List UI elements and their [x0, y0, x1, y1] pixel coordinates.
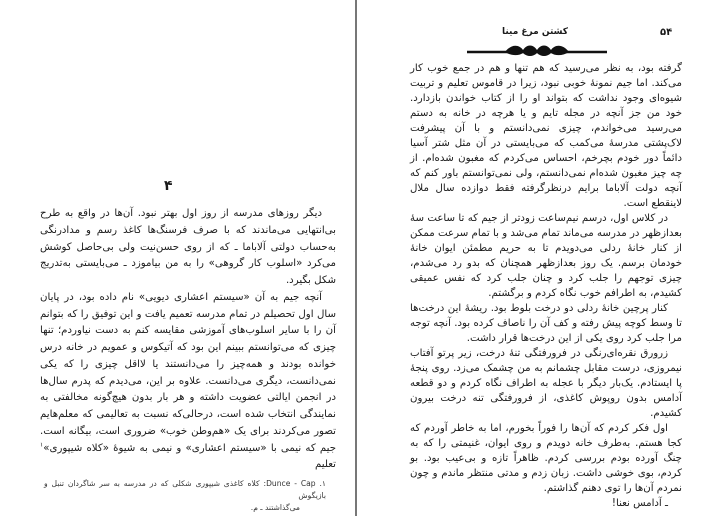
paragraph: گرفته بود، به نظر می‌رسید که هم تنها و هم در جمع خوب کار می‌کند. اما جیم نمونهٔ خوبی نبود، زیرا در قاموس تعلیم و تربیت شیوه‌ای وجود نداشت که بتواند او را از کتاب خواندن بازدارد. خود من جز آنچه در مجله تایم و یا هرچه در خانه به دستم می‌رسید می‌خواندم، چیزی نمی‌دانستم و با آن پیشرفت لاک‌پشتی مدرسهٔ می‌کمب که می‌بایستی در آن مثل شتر آسیا دائماً دور خودم بچرخم، احساس می‌کردم که مغبون شده‌ام. از چه چیز مغبون شده‌ام نمی‌دانستم، ولی نمی‌توانستم باور کنم که آنچه دولت آلاباما برایم درنظرگرفته فقط دوازده سال ملال لاینقطع است.	[410, 63, 682, 209]
paragraph-text: آنچه جیم به آن «سیستم اعشاری دیویی» نام داده بود، در پایان سال اول تحصیلم در تمام مدرسه تعمیم یافت و این توفیق را که بتوانم آن را با سایر اسلوب‌های آموزشی مقایسه کنم به دست نیاوردم؛ تنها چیزی که می‌توانستم ببینم این بود که آتیکوس و عمویم در خانه درس خوانده بودند و همه‌چیز را می‌دانستند یا لااقل چیزی را که یکی نمی‌دانست، دیگری می‌دانست. علاوه بر این، می‌دیدم که پدرم سال‌ها در انجمن ایالتی عضویت داشته و هر بار بدون هیچ‌گونه مخالفتی به نمایندگی انتخاب شده است، درحالی‌که نسبت به تعالیمی که معلم‌هایم تصور می‌کردند برای یک «هم‌وطن خوب» ضروری است، بیگانه است. جیم که نیمی با «سیستم اعشاری» و نیمی به شیوهٔ «کلاه شیپوری»	[40, 291, 336, 454]
paragraph-tail: تعلیم	[315, 459, 336, 471]
footnote	[44, 478, 326, 514]
paragraph: کنار پرچین خانهٔ ردلی دو درخت بلوط بود. ریشهٔ این درخت‌ها تا وسط کوچه پیش رفته و کف آن را ناصاف کرده بود. آنچه توجه مرا جلب کرد روی یکی از این درخت‌ها قرار داشت.	[410, 303, 682, 344]
chapter-number: ۴	[164, 178, 173, 194]
header-ornament-icon	[467, 42, 607, 58]
footnote-line: ۱. Dunce - Cap: کلاه کاغذی شیپوری شکلی که در مدرسه به سر شاگردان تنبل و بازیگوش	[44, 479, 327, 500]
footnote-marker: ۱	[40, 441, 44, 449]
page-number: ۵۴	[660, 27, 673, 38]
paragraph	[40, 290, 336, 474]
left-page-body	[40, 206, 336, 474]
paragraph: اول فکر کردم که آن‌ها را فوراً بخورم، اما به خاطر آوردم که کجا هستم. به‌طرف خانه دویدم و روی ایوان، غنیمتی را که به چنگ آورده بودم بررسی کردم. ظاهراً تازه و بی‌عیب بود. بو کردم، بوی خوشی داشت. زبان زدم و مدتی منتظر ماندم و چون نمردم آن‌ها را توی دهنم گذاشتم.	[410, 423, 682, 494]
running-head: کشتن مرغ مینا	[501, 27, 569, 37]
paragraph: در کلاس اول، درسم نیم‌ساعت زودتر از جیم که تا ساعت سهٔ بعدازظهر در مدرسه می‌ماند تمام می‌شد و با تمام سرعت ممکن از کنار خانهٔ ردلی می‌دویدم تا به حریم مطمئن ایوان خانهٔ خودمان برسم. یک روز بعدازظهر همچنان که بدو رد می‌شدم، چیزی توجهم را جلب کرد و چنان جلب کرد که نفس عمیقی کشیدم، به اطرافم خوب نگاه کردم و برگشتم.	[410, 213, 682, 299]
paragraph: ـ آدامس نعنا!	[611, 498, 668, 509]
right-page	[357, 0, 709, 516]
paragraph: زرورق نقره‌ای‌رنگی در فرورفتگی تنهٔ درخت، زیر پرتو آفتاب نیمروزی، درست مقابل چشمانم به من چشمک می‌زد. روی پنجهٔ پا ایستادم. یک‌بار دیگر با عجله به اطراف نگاه کردم و دو قطعه آدامس بدون روپوش کاغذی، از فرورفتگی تنه درخت بیرون کشیدم.	[410, 348, 682, 419]
footnote-line: می‌گذاشتند ـ م.	[250, 503, 300, 512]
right-page-body	[410, 61, 682, 511]
paragraph: دیگر روزهای مدرسه از روز اول بهتر نبود. آن‌ها در واقع به طرح بی‌انتهایی می‌ماندند که با صرف فرسنگ‌ها کاغذ رسم و مدادرنگی به‌حساب دولتی آلاباما ـ که از روی حسن‌نیت ولی بی‌حاصل کوشش می‌کرد «اسلوب کار گروهی» را به من بیاموزد ـ می‌بایستی به‌تدریج شکل بگیرد.	[40, 208, 336, 286]
